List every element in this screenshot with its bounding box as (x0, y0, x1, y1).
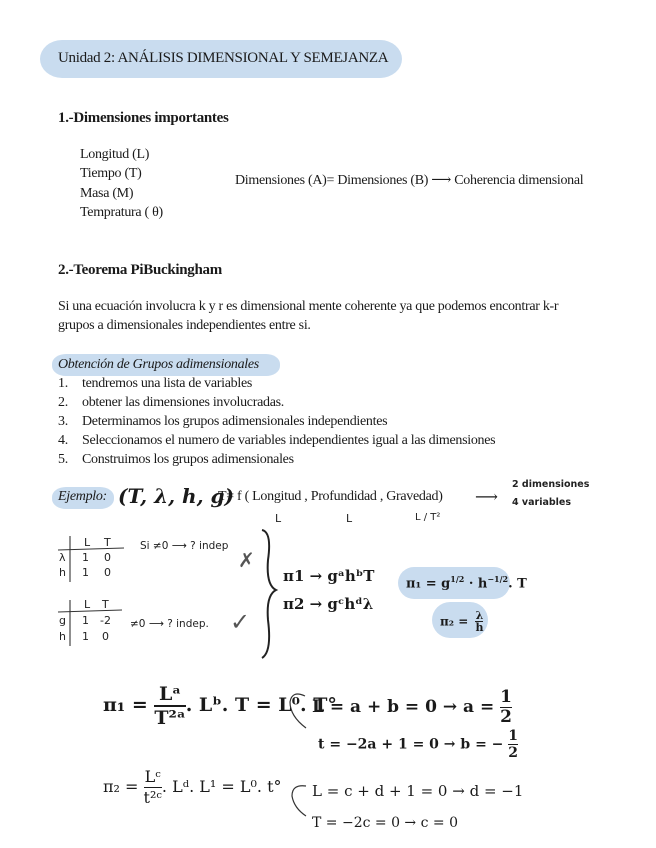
pi2-definition: π2 → gᶜhᵈλ (283, 595, 374, 613)
matrix1-col: L (84, 536, 91, 549)
ejemplo-label: Ejemplo: (58, 489, 107, 504)
matrix1-note: Si ≠0 ⟶ ? indep (140, 540, 229, 552)
list-item: 3. Determinamos los grupos adimensionales independientes (58, 414, 388, 429)
example-variables: (T, λ, h, g) (118, 484, 234, 508)
derivation1-eq2: t = −2a + 1 = 0 → b = − $\frac{1}{2}$ (318, 728, 519, 761)
dimension-item: Masa (M) (80, 186, 134, 201)
derivation2-main: π₂ = $\frac{\text{Lᶜ}}{\text{t²ᶜ}}$ . Lᵈ. L¹ = L⁰. t° (103, 767, 282, 807)
section2-heading: 2.-Teorema PiBuckingham (58, 262, 222, 278)
pi2-result: π₂ = $\frac{\lambda}{h}$ (440, 609, 484, 634)
derivation2-eq2: T = −2c = 0 → c = 0 (312, 815, 458, 831)
matrix1-var: h (59, 566, 66, 579)
derivation1-main: π₁ = $\frac{\text{Lᵃ}}{\text{T²ᵃ}}$ . Lᵇ. T = L⁰. T° (103, 683, 337, 729)
dim-gravedad: L / T² (415, 512, 441, 523)
example-function: T= f ( Longitud , Profundidad , Gravedad) (218, 489, 443, 504)
check-icon: ✓ (230, 608, 251, 636)
matrix2-cell: 0 (102, 630, 109, 643)
pi1-result: $\pi_1 = g^{1/2} \cdot h^{-1/2}$. T (406, 574, 527, 592)
obtencion-heading: Obtención de Grupos adimensionales (58, 357, 259, 372)
dimension-item: Tempratura ( θ) (80, 205, 163, 220)
matrix2-col: L (84, 598, 91, 611)
list-item: 2. obtener las dimensiones involucradas. (58, 395, 284, 410)
paragraph-line: grupos a dimensionales independientes entre si. (58, 318, 311, 333)
matrix1-grid (58, 536, 124, 582)
matrix1-cell: 1 (82, 551, 89, 564)
matrix1-cell: 1 (82, 566, 89, 579)
matrix2-var: h (59, 630, 66, 643)
matrix2-cell: 1 (82, 614, 89, 627)
dimension-item: Longitud (L) (80, 147, 150, 162)
list-item: 4. Seleccionamos el numero de variables independientes igual a las dimensiones (58, 433, 496, 448)
matrix2-cell: 1 (82, 630, 89, 643)
pi1-definition: π1 → gᵃhᵇT (283, 567, 375, 585)
matrix1-var: λ (59, 551, 66, 564)
matrix2-var: g (59, 614, 66, 627)
dim-longitud: L (275, 512, 282, 525)
section1-heading: 1.-Dimensiones importantes (58, 110, 229, 126)
note-variables: 4 variables (512, 497, 572, 508)
arrow-icon: ⟶ (475, 489, 498, 506)
list-item: 1. tendremos una lista de variables (58, 376, 253, 391)
derivation1-eq1: L = a + b = 0 → a = $\frac{1}{2}$ (312, 687, 512, 727)
matrix2-cell: -2 (100, 614, 111, 627)
derivation2-eq1: L = c + d + 1 = 0 → d = −1 (312, 782, 524, 800)
matrix2-note: ≠0 ⟶ ? indep. (130, 618, 209, 630)
matrix1-col: T (104, 536, 111, 549)
coherence-statement: Dimensiones (A)= Dimensiones (B) ⟶ Coherencia dimensional (235, 173, 584, 188)
note-dimensions: 2 dimensiones (512, 479, 590, 490)
list-item: 5. Construimos los grupos adimensionales (58, 452, 294, 467)
dimension-item: Tiempo (T) (80, 166, 142, 181)
page-title: Unidad 2: ANÁLISIS DIMENSIONAL Y SEMEJANZA (58, 50, 389, 66)
matrix1-cell: 0 (104, 566, 111, 579)
curved-arrow-icon (292, 786, 306, 816)
cross-icon: ✗ (238, 548, 255, 572)
matrix2-col: T (102, 598, 109, 611)
dim-profundidad: L (346, 512, 353, 525)
paragraph-line: Si una ecuación involucra k y r es dimensional mente coherente ya que podemos encontrar k-r (58, 299, 559, 314)
matrix1-cell: 0 (104, 551, 111, 564)
right-brace-icon (262, 530, 276, 658)
